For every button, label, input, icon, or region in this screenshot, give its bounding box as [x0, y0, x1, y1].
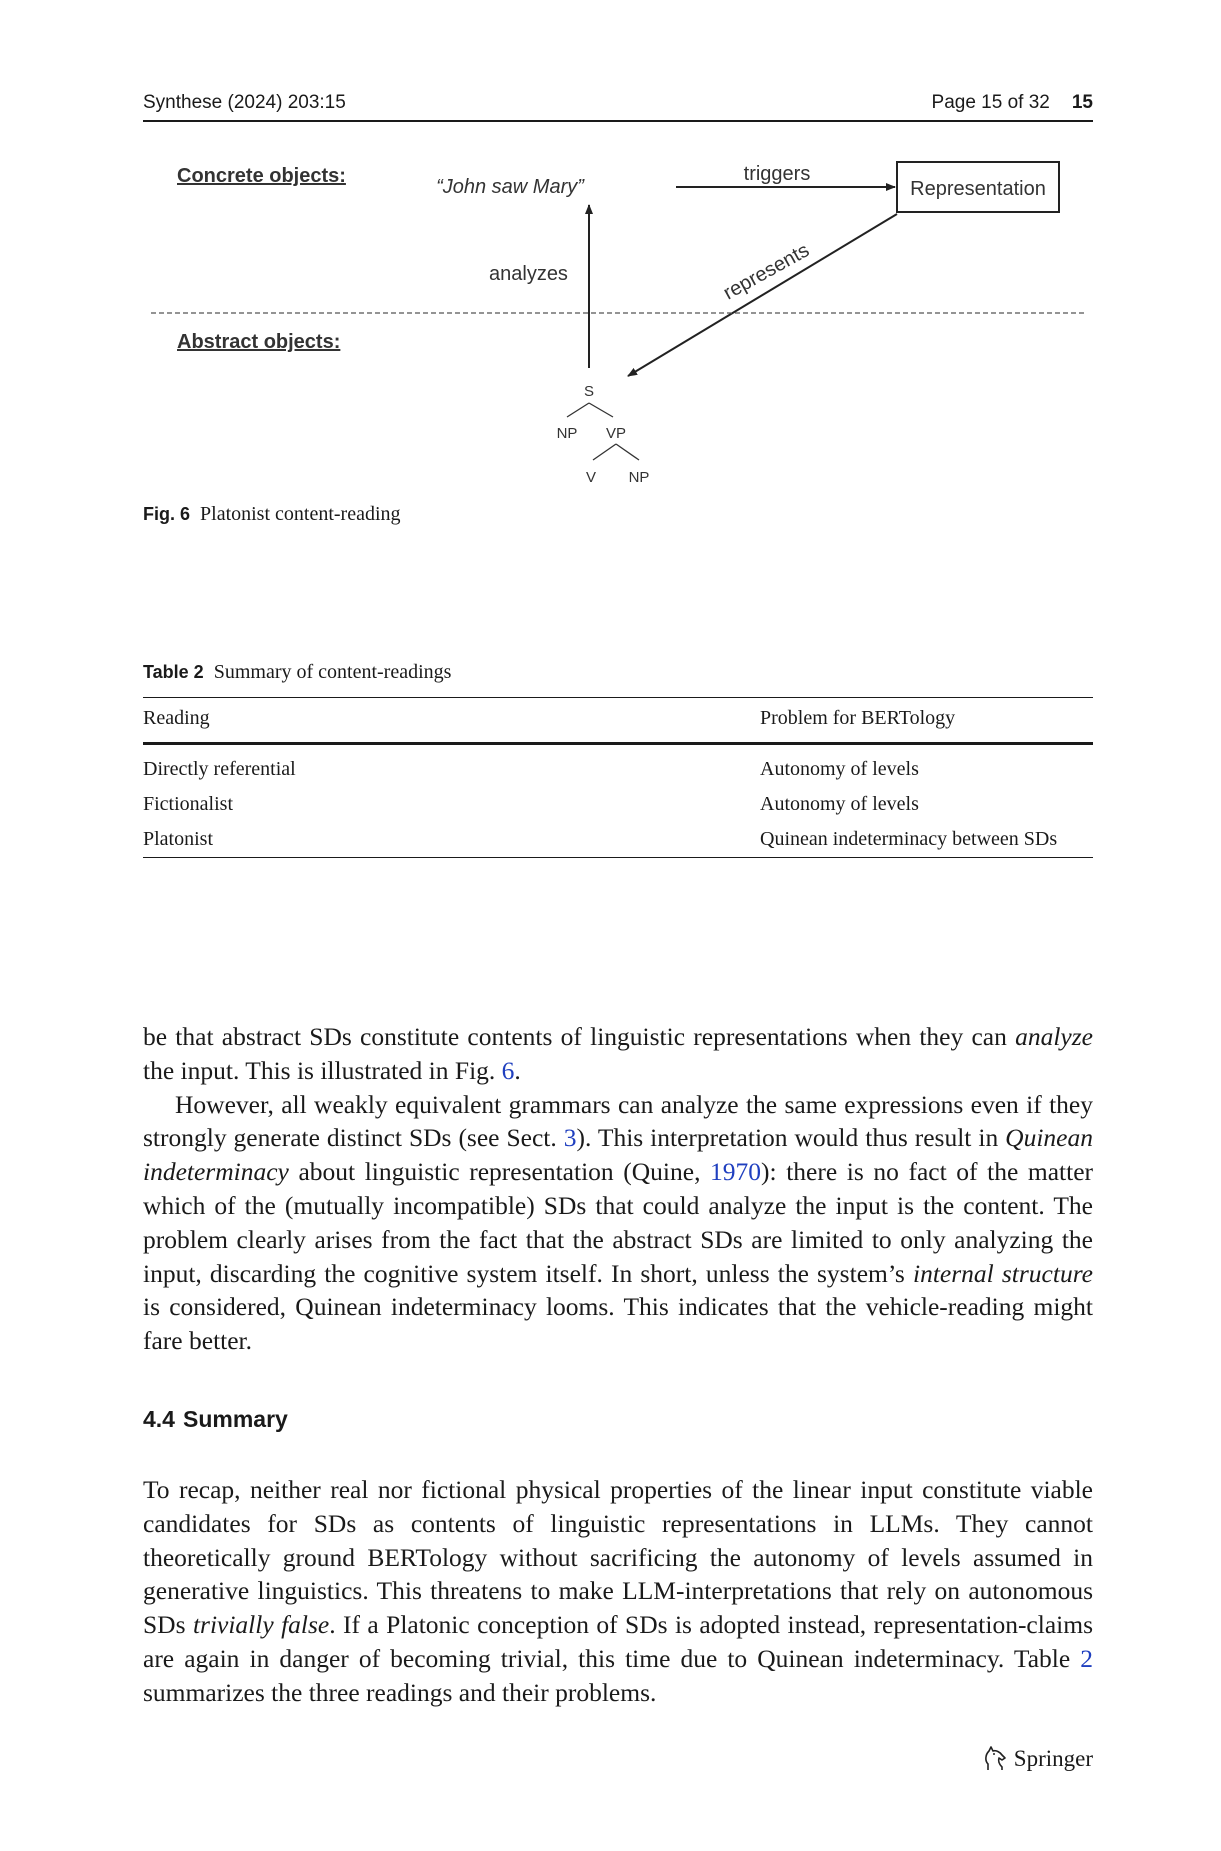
text-run: the input. This is illustrated in Fig.	[143, 1055, 502, 1085]
tree-edge	[589, 403, 613, 417]
section-title: Summary	[182, 1406, 288, 1432]
figure-caption	[143, 503, 401, 526]
tree-edge	[593, 444, 616, 460]
paragraph	[143, 1473, 1093, 1710]
table-cell: Autonomy of levels	[760, 792, 919, 815]
page-of: Page 15 of 32	[931, 92, 1050, 113]
paragraph	[143, 1088, 1093, 1358]
table-header-cell: Reading	[143, 707, 210, 729]
paragraph	[143, 1020, 1093, 1088]
tree-node-np: NP	[556, 425, 578, 442]
table-row	[143, 787, 1093, 822]
table-caption-label: Table 2	[143, 662, 204, 682]
body-text	[143, 1020, 1093, 1358]
text-run: . If a Platonic conception of SDs is adopted instead, representation-claims are again in danger of becoming trivial, this time due to Quinean indeterminacy. Table	[143, 1610, 1093, 1673]
publisher-name: Springer	[1013, 1746, 1093, 1771]
representation-label: Representation	[910, 178, 1046, 200]
table-caption	[143, 661, 451, 684]
tree-node-v: V	[585, 469, 597, 486]
table-row	[143, 744, 1093, 788]
text-run: summarizes the three readings and their problems.	[143, 1677, 657, 1707]
tree-node-np-object: NP	[628, 469, 650, 486]
citation-link[interactable]: 1970	[710, 1157, 762, 1187]
tree-edge	[567, 403, 589, 417]
page-indicator	[932, 92, 1093, 114]
summary-table	[143, 697, 1093, 858]
figure-reference-link[interactable]: 6	[501, 1055, 515, 1085]
represents-label: represents	[719, 239, 814, 305]
section-heading	[143, 1406, 288, 1433]
table-row	[143, 822, 1093, 858]
running-head	[143, 90, 1093, 122]
abstract-objects-label: Abstract objects:	[177, 331, 341, 353]
page-number: 15	[1071, 92, 1093, 113]
text-run: ). This interpretation would thus result in	[576, 1123, 1006, 1153]
text-run: be that abstract SDs constitute contents of linguistic representations when they can	[143, 1022, 1016, 1051]
table-cell: Directly referential	[143, 757, 296, 780]
table-2	[143, 697, 1093, 858]
sentence-label: “John saw Mary”	[436, 176, 584, 198]
table-reference-link[interactable]: 2	[1080, 1643, 1093, 1673]
figure-caption-label: Fig. 6	[143, 504, 191, 524]
text-run: ): there is no fact of the matter which of the (mutually incompatible) SDs that could analyze the input is the content. The problem clearly arises from the fact that the abstract SDs are limited to only analyzing the input, discarding the cognitive system itself. In short, unless the system’s	[143, 1157, 1093, 1288]
table-cell: Fictionalist	[143, 792, 233, 815]
analyzes-label: analyzes	[489, 263, 568, 285]
tree-edge	[616, 444, 639, 460]
table-cell: Quinean indeterminacy between SDs	[760, 827, 1058, 850]
text-run: about linguistic representation (Quine,	[288, 1157, 711, 1187]
section-reference-link[interactable]: 3	[563, 1123, 577, 1153]
table-cell: Platonist	[143, 827, 214, 850]
emphasis: internal structure	[912, 1258, 1093, 1288]
springer-horse-icon	[982, 1745, 1008, 1773]
emphasis: analyze	[1015, 1022, 1093, 1051]
emphasis: Quinean indeterminacy	[143, 1123, 1093, 1187]
triggers-label: triggers	[743, 163, 811, 185]
text-run: However, all weakly equivalent grammars can analyze the same expressions even if they strongly generate distinct SDs (see Sect.	[143, 1089, 1093, 1153]
text-run: is considered, Quinean indeterminacy looms. This indicates that the vehicle-reading might fare better.	[143, 1292, 1093, 1356]
figure-6	[143, 150, 1093, 500]
figure-diagram	[143, 150, 1093, 500]
table-header-row	[143, 698, 1093, 744]
table-header-cell: Problem for BERTology	[760, 707, 956, 729]
tree-node-vp: VP	[605, 425, 627, 442]
figure-caption-text: Platonist content-reading	[200, 503, 401, 525]
tree-node-s: S	[583, 383, 595, 400]
text-run: .	[514, 1055, 521, 1085]
section-number: 4.4	[143, 1406, 175, 1432]
journal-citation: Synthese (2024) 203:15	[143, 92, 346, 113]
summary-text	[143, 1473, 1093, 1710]
publisher-logo	[982, 1745, 1093, 1773]
emphasis: trivially false	[192, 1610, 330, 1640]
concrete-objects-label: Concrete objects:	[177, 165, 346, 187]
text-run: To recap, neither real nor fictional physical properties of the linear input constitute viable candidates for SDs as contents of linguistic representations in LLMs. They cannot theoretically ground BERTology without sacrificing the autonomy of levels assumed in generative linguistics. This threatens to make LLM-interpretations that rely on autonomous SDs	[143, 1475, 1093, 1640]
table-caption-text: Summary of content-readings	[213, 661, 452, 683]
represents-arrow	[628, 214, 897, 376]
table-cell: Autonomy of levels	[760, 757, 919, 780]
